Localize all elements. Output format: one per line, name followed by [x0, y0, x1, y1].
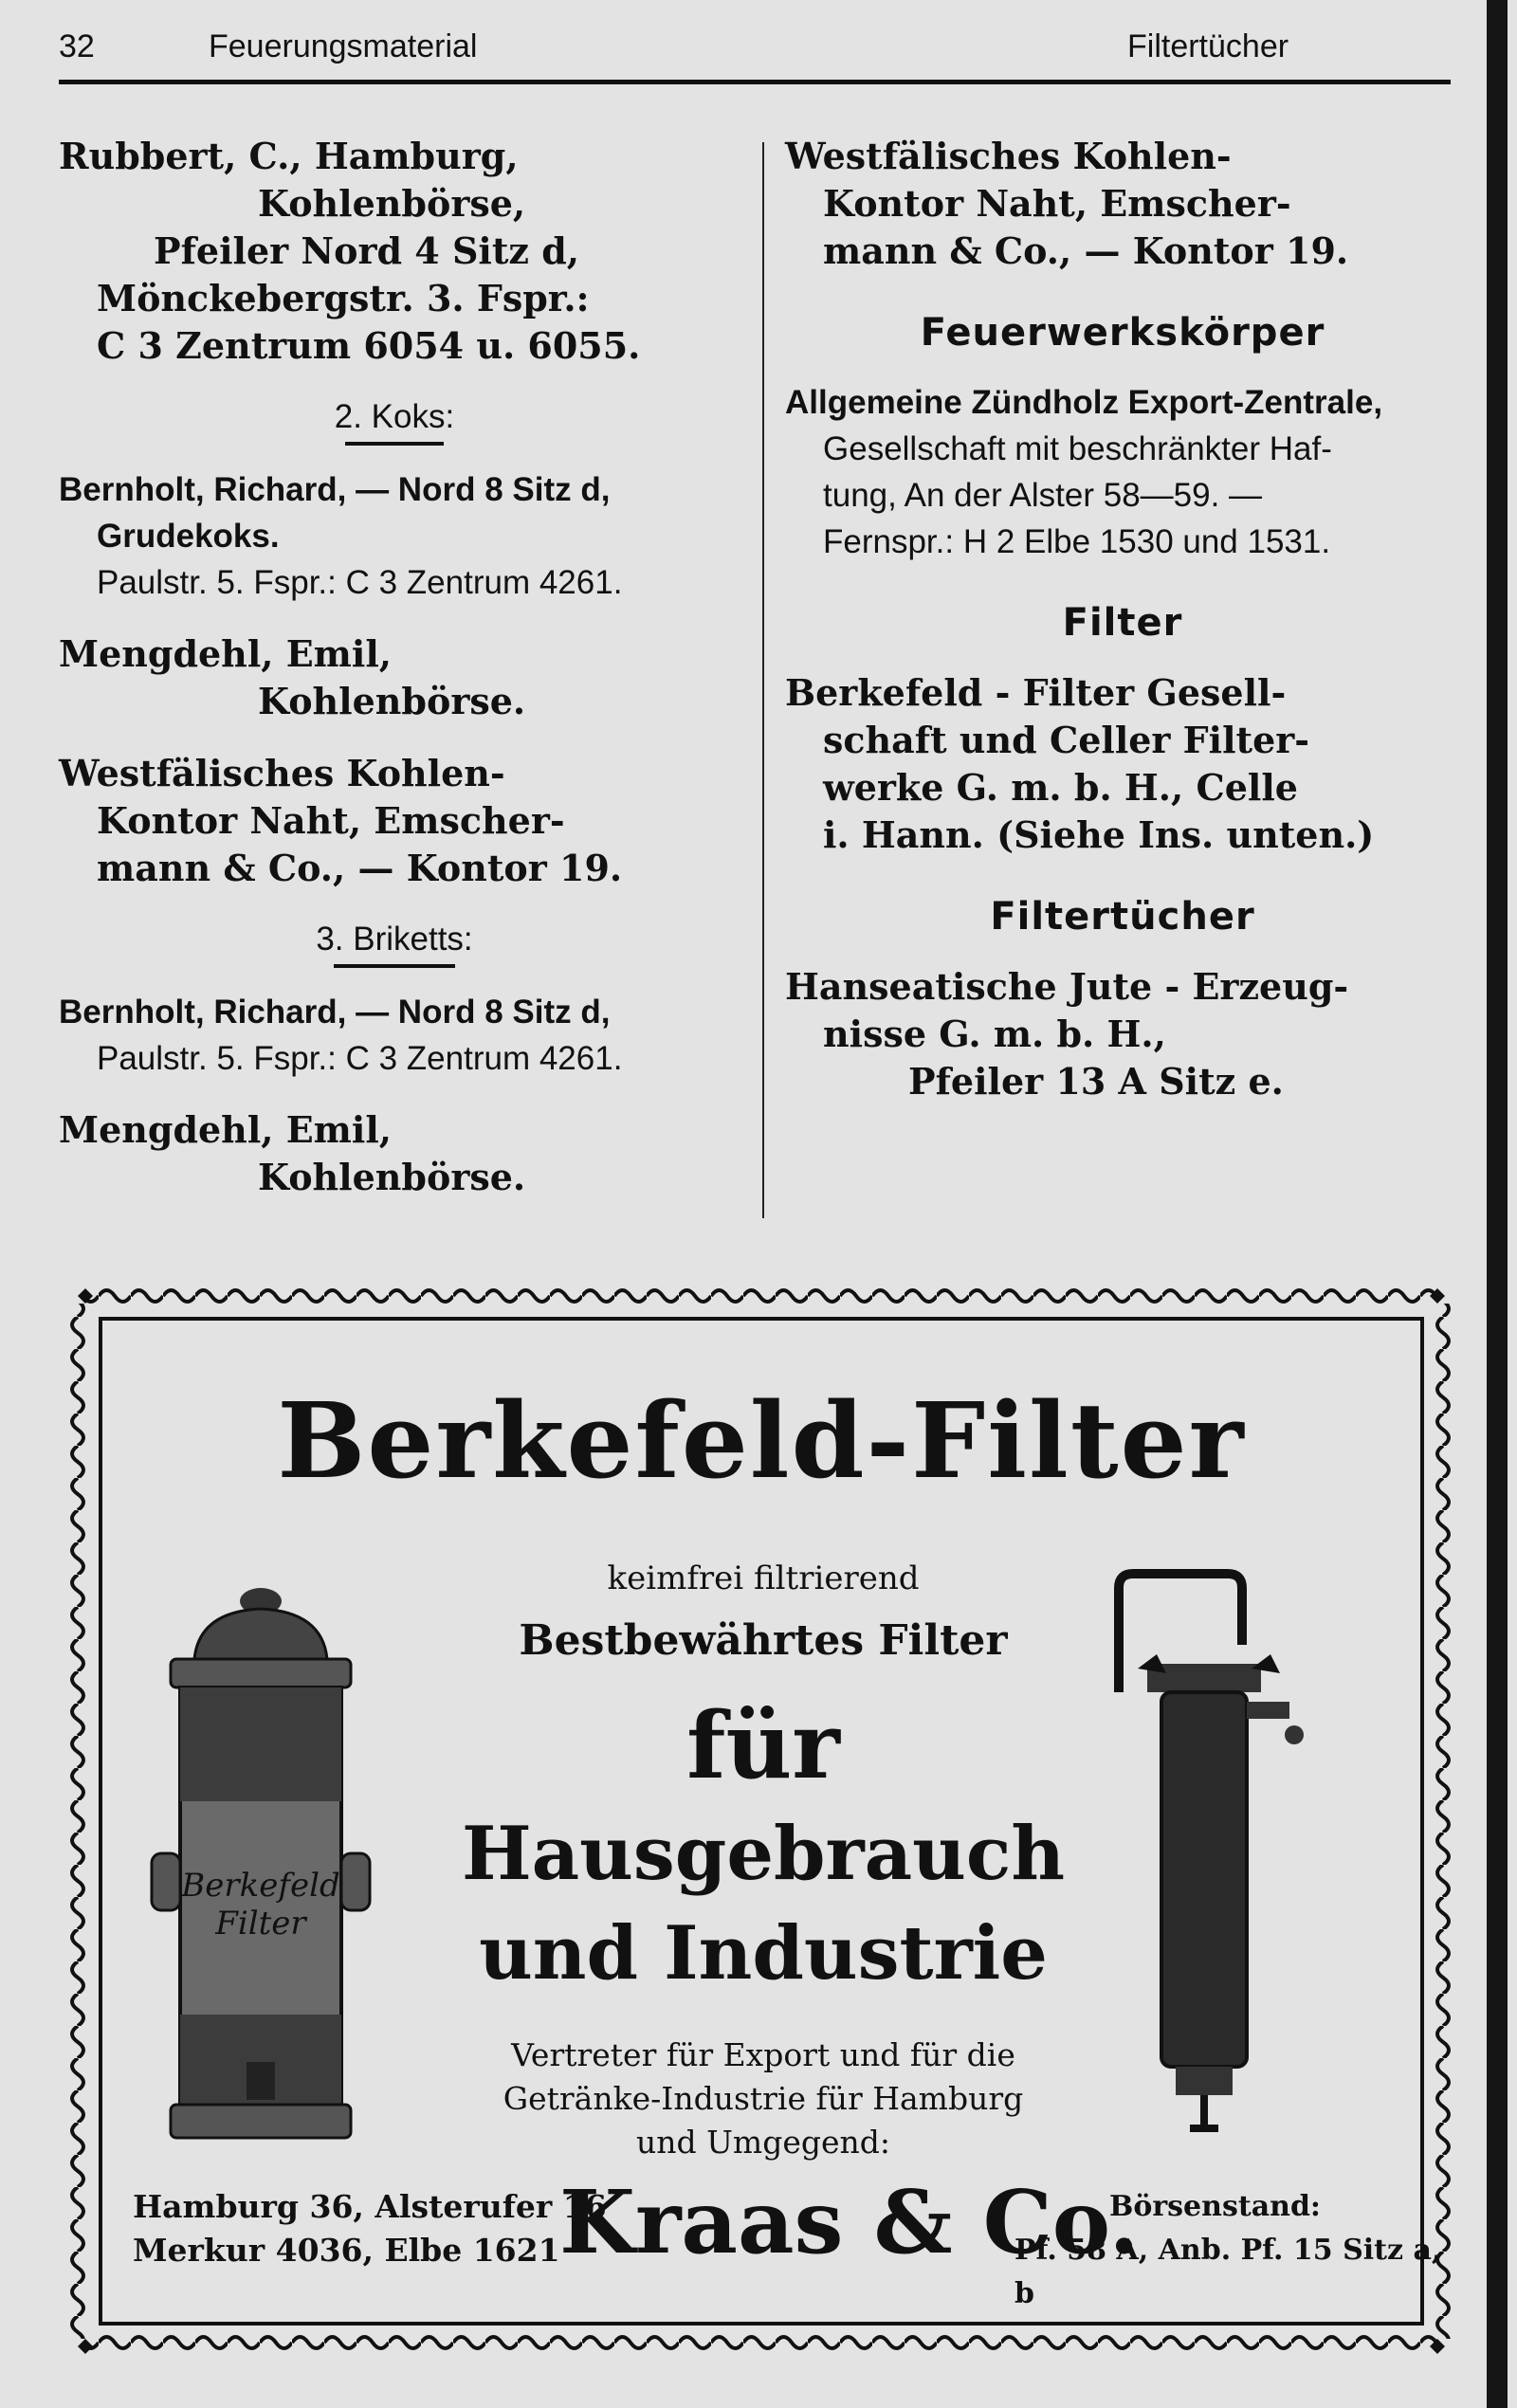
left-column — [59, 133, 730, 1226]
address-line: Hamburg 36, Alsterufer 16 — [133, 2188, 607, 2225]
advert-address-right — [1014, 2185, 1456, 2316]
entry-line: werke G. m. b. H., Celle — [823, 766, 1298, 809]
entry-rubbert — [59, 133, 730, 370]
entry-line: Mengdehl, Emil, — [59, 632, 392, 675]
entry-zuendholz — [785, 379, 1460, 565]
advert-title: Berkefeld-Filter — [277, 1379, 1246, 1502]
advert-subtitle: Bestbewährtes Filter — [519, 1616, 1008, 1665]
entry-berkefeld — [785, 669, 1460, 859]
subheading-briketts: 3. Briketts: — [59, 921, 730, 968]
category-heading-feuerwerk: Feuerwerkskörper — [920, 311, 1325, 355]
entry-line: Pfeiler Nord 4 Sitz d, — [154, 229, 580, 272]
entry-line: Westfälisches Kohlen- — [59, 752, 505, 794]
entry-line: Kontor Naht, Emscher- — [823, 182, 1291, 225]
section-title-left: Feuerungsmaterial — [209, 28, 478, 64]
advert-representative — [446, 2034, 1081, 2164]
urn-label-line2: Filter — [215, 1905, 306, 1943]
scan-edge — [1487, 0, 1508, 2408]
entry-bernholt-koks — [59, 466, 730, 606]
entry-westfaelisches — [59, 750, 730, 892]
entry-line: Kohlenbörse, — [258, 182, 526, 225]
category-heading-filtertuecher: Filtertücher — [990, 895, 1255, 939]
page-number: 32 — [59, 28, 95, 64]
stoneware-filter-illustration — [142, 1569, 379, 2157]
advert-address-left — [133, 2185, 607, 2272]
entry-line: nisse G. m. b. H., — [823, 1012, 1166, 1055]
rep-line: und Umgegend: — [635, 2124, 891, 2161]
entry-line: Fernspr.: H 2 Elbe 1530 und 1531. — [823, 523, 1331, 560]
entry-line: Mönckebergstr. 3. Fspr.: — [97, 277, 590, 319]
entry-mengdehl — [59, 1106, 730, 1201]
entry-bernholt-briketts — [59, 989, 730, 1082]
industrial-filter-illustration — [1062, 1569, 1308, 2157]
entry-mengdehl — [59, 630, 730, 725]
category-heading-filter: Filter — [1062, 601, 1183, 645]
entry-line: Gesellschaft mit beschränkter Haf- — [823, 430, 1332, 467]
advert-fuer: für — [686, 1692, 840, 1799]
entry-line: Paulstr. 5. Fspr.: C 3 Zentrum 4261. — [97, 564, 623, 601]
address-line: Merkur 4036, Elbe 1621 — [133, 2232, 560, 2269]
entry-line: Hanseatische Jute - Erzeug- — [785, 965, 1349, 1008]
entry-line: Berkefeld - Filter Gesell- — [785, 671, 1287, 714]
section-title-right: Filtertücher — [1127, 28, 1289, 64]
address-line: Pf. 58 A, Anb. Pf. 15 Sitz a, b — [1014, 2234, 1442, 2310]
entry-line: tung, An der Alster 58—59. — — [823, 477, 1263, 514]
address-line: Börsenstand: — [1109, 2190, 1322, 2223]
entry-line: Rubbert, C., Hamburg, — [59, 135, 519, 177]
entry-line: Kontor Naht, Emscher- — [97, 799, 565, 842]
entry-line: Kohlenbörse. — [258, 680, 526, 722]
entry-line: Mengdehl, Emil, — [59, 1108, 392, 1151]
advert-tagline: keimfrei filtrierend — [607, 1560, 920, 1597]
berkefeld-advertisement — [66, 1285, 1456, 2358]
entry-line: Westfälisches Kohlen- — [785, 135, 1232, 177]
column-divider — [762, 142, 764, 1218]
entry-line: Bernholt, Richard, — Nord 8 Sitz d, — [59, 994, 611, 1031]
entry-line: i. Hann. (Siehe Ins. unten.) — [823, 813, 1375, 856]
entry-hanseatische — [785, 963, 1460, 1105]
entry-line: Allgemeine Zündholz Export-Zentrale, — [785, 384, 1383, 421]
advert-industrie: und Industrie — [479, 1910, 1048, 1997]
advert-company-name: Kraas & Co. — [559, 2171, 1140, 2273]
entry-line: schaft und Celler Filter- — [823, 719, 1310, 761]
running-head — [59, 25, 1339, 72]
entry-line: Pfeiler 13 A Sitz e. — [908, 1060, 1284, 1103]
rep-line: Vertreter für Export und für die — [511, 2036, 1015, 2073]
entry-line: mann & Co., — Kontor 19. — [97, 847, 623, 889]
header-rule — [59, 80, 1451, 84]
entry-line: Kohlenbörse. — [258, 1156, 526, 1198]
entry-line: Grudekoks. — [97, 518, 280, 555]
entry-line: Paulstr. 5. Fspr.: C 3 Zentrum 4261. — [97, 1040, 623, 1077]
entry-westfaelisches — [785, 133, 1460, 275]
subheading-koks: 2. Koks: — [59, 398, 730, 446]
entry-line: Bernholt, Richard, — Nord 8 Sitz d, — [59, 471, 611, 508]
urn-label-line1: Berkefeld — [181, 1867, 340, 1905]
entry-line: C 3 Zentrum 6054 u. 6055. — [97, 324, 641, 367]
entry-line: mann & Co., — Kontor 19. — [823, 229, 1349, 272]
right-column — [785, 133, 1460, 1130]
rep-line: Getränke-Industrie für Hamburg — [503, 2080, 1024, 2117]
advert-hausgebrauch: Hausgebrauch — [461, 1811, 1066, 1897]
